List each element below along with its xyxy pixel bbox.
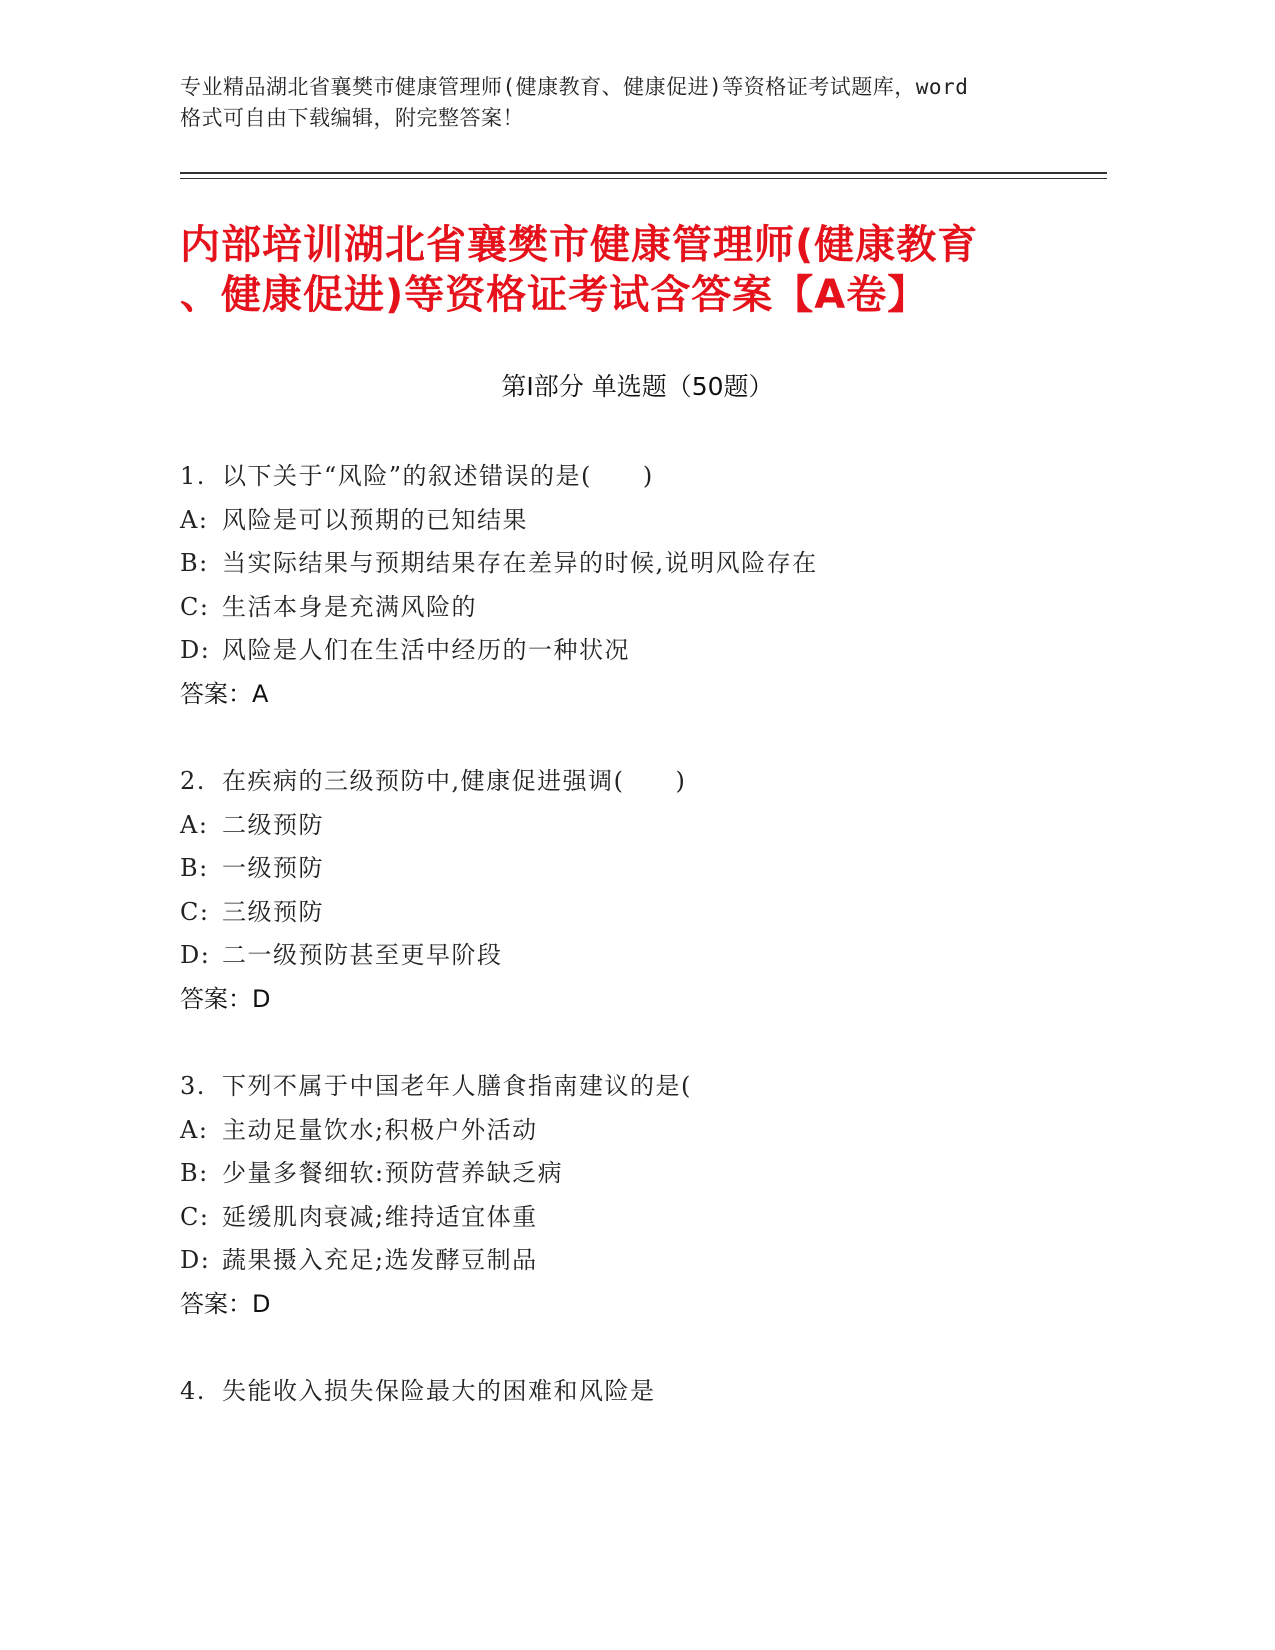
question-2 [180,760,1080,1021]
question-stem [180,1065,1080,1109]
answer: 答案：D [180,984,271,1013]
option-label: D: [180,1246,211,1274]
question-4 [180,1370,1080,1414]
option-label: B: [180,1159,209,1187]
header-rule-thick [180,172,1107,174]
option-text: 三级预防 [222,897,324,926]
section-title: 第Ⅰ部分 单选题（50题） [501,372,774,401]
title-line-2: 、健康促进)等资格证考试含答案【A卷】 [180,272,929,318]
question-list [180,455,1080,1458]
option-a [180,1109,1080,1153]
question-text: 下列不属于中国老年人膳食指南建议的是( [222,1072,692,1100]
question-text: 失能收入损失保险最大的困难和风险是 [222,1377,656,1405]
question-number: 4. [180,1377,206,1405]
question-1 [180,455,1080,716]
option-label: B: [180,854,209,882]
header-line-2: 格式可自由下载编辑，附完整答案！ [180,106,524,130]
question-text: 在疾病的三级预防中,健康促进强调( ) [222,767,687,795]
option-c [180,1196,1080,1240]
option-label: D: [180,941,211,969]
option-label: C: [180,592,210,621]
option-label: B: [180,549,209,577]
option-text: 少量多餐细软:预防营养缺乏病 [222,1159,564,1187]
option-b [180,542,1080,586]
question-number: 3. [180,1072,206,1100]
option-label: A: [180,1115,209,1144]
option-d [180,934,1080,978]
option-c [180,586,1080,630]
option-text: 二级预防 [222,810,324,839]
option-label: A: [180,810,209,839]
option-a [180,804,1080,848]
option-text: 一级预防 [222,854,324,882]
option-text: 风险是可以预期的已知结果 [222,505,528,534]
option-b [180,847,1080,891]
option-label: A: [180,505,209,534]
question-3 [180,1065,1080,1326]
option-label: C: [180,897,210,926]
question-text: 以下关于“风险”的叙述错误的是( ) [222,462,654,490]
document-title [180,220,1080,320]
option-b [180,1152,1080,1196]
option-text: 主动足量饮水;积极户外活动 [222,1115,538,1144]
option-d [180,1239,1080,1283]
option-a [180,499,1080,543]
answer: 答案：A [180,679,269,708]
header-line-1: 专业精品湖北省襄樊市健康管理师(健康教育、健康促进)等资格证考试题库，word [180,75,969,99]
option-d [180,629,1080,673]
option-text: 蔬果摄入充足;选发酵豆制品 [222,1246,538,1274]
question-stem [180,455,1080,499]
header-rule-thin [180,178,1107,179]
option-text: 当实际结果与预期结果存在差异的时候,说明风险存在 [222,549,818,577]
option-text: 风险是人们在生活中经历的一种状况 [222,636,630,664]
option-text: 生活本身是充满风险的 [222,592,477,621]
option-label: D: [180,636,211,664]
option-c [180,891,1080,935]
question-stem [180,1370,1080,1414]
question-number: 2. [180,767,206,795]
option-text: 二一级预防甚至更早阶段 [222,941,503,969]
option-text: 延缓肌肉衰减;维持适宜体重 [222,1202,538,1231]
option-label: C: [180,1202,210,1231]
question-stem [180,760,1080,804]
question-number: 1. [180,462,206,490]
page-header [180,72,1060,134]
title-line-1: 内部培训湖北省襄樊市健康管理师(健康教育 [180,222,979,268]
answer: 答案：D [180,1289,271,1318]
